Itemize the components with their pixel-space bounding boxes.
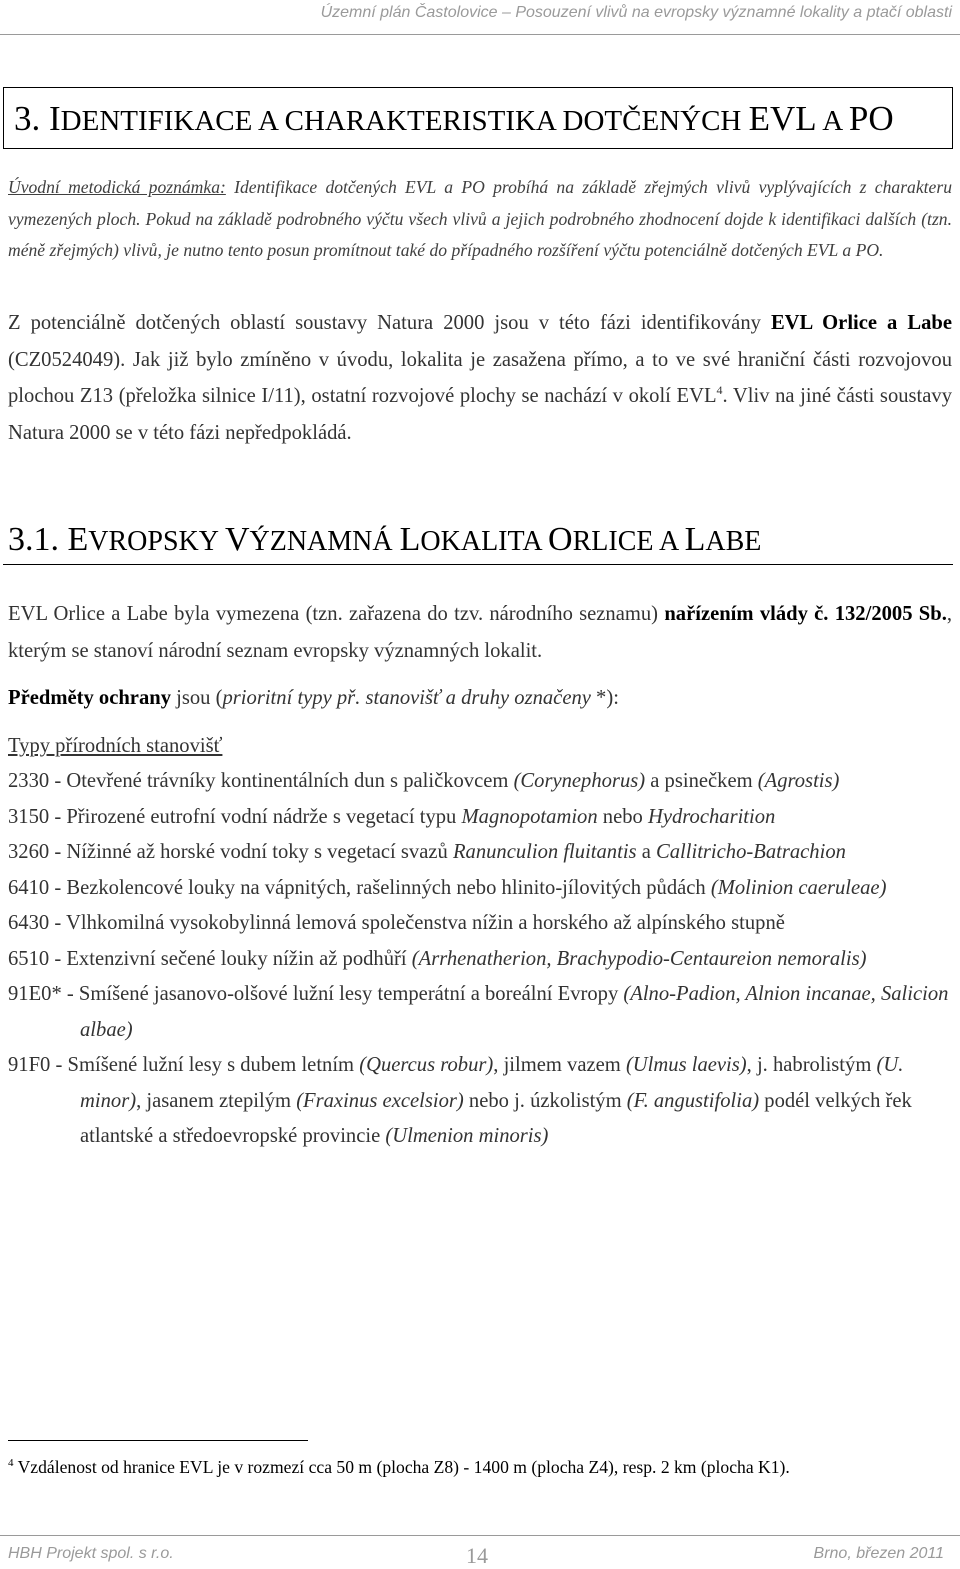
h2-cap-1: E xyxy=(67,521,89,558)
habitat-code: 2330 xyxy=(8,770,50,792)
habitat-italic-name: Ranunculion fluitantis xyxy=(452,841,637,863)
protection-text-2: *): xyxy=(590,687,619,709)
habitat-code: 6510 xyxy=(8,947,50,970)
note-text: Identifikace dotčených EVL a PO probíhá na základě zřejmých vlivů vyplývajících z charakteru vymezených ploch. Pokud na základě podrobného výčtu všech vlivů a jejich podrobného zhodnocení dojde k identifikaci dalších (tzn. méně zřejmých) vlivů, je nutno tento posun promítnout také do případného rozšíření výčtu potenciálně dotčených EVL a PO. xyxy=(8,177,952,261)
habitat-item xyxy=(8,942,952,978)
habitat-italic-name: Callitricho-Batrachion xyxy=(656,841,846,863)
habitat-item xyxy=(8,1048,952,1155)
habitat-text: nebo xyxy=(597,805,648,828)
habitat-italic-name: (Ulmenion minoris) xyxy=(385,1125,549,1147)
footnote-ref[interactable]: 4 xyxy=(716,383,723,397)
habitat-types-title: Typy přírodních stanovišť xyxy=(8,735,223,757)
habitat-text: - Vlhkomilná vysokobylinná lemová společenstva nížin a horského až alpínského stupně xyxy=(49,912,785,934)
habitat-text: , jilmem vazem xyxy=(493,1054,626,1076)
habitat-text: - Přirozené eutrofní vodní nádrže s vegetací typu xyxy=(49,805,462,828)
identification-paragraph xyxy=(8,305,952,451)
footnote-number: 4 xyxy=(8,1457,14,1469)
habitat-item xyxy=(8,906,952,942)
habitat-italic-name: (U. minor) xyxy=(80,1054,904,1112)
chapter-title-rest: DENTIFIKACE A CHARAKTERISTIKA DOTČENÝCH xyxy=(60,105,749,137)
habitat-text: , jasanem ztepilým xyxy=(136,1089,297,1112)
habitat-italic-name: (F. angustifolia) xyxy=(626,1089,760,1112)
habitat-text: a xyxy=(636,841,656,863)
h2-cap-2: V xyxy=(224,521,250,558)
footer-divider xyxy=(0,1535,960,1536)
habitat-code: 91E0* xyxy=(8,983,62,1005)
methodological-note xyxy=(8,172,952,267)
habitat-list xyxy=(8,764,952,1155)
h2-cap-5: L xyxy=(684,521,706,558)
chapter-title-a: A xyxy=(816,105,849,137)
habitat-item xyxy=(8,871,952,907)
habitat-text: - Smíšené jasanovo-olšové lužní lesy temperátní a boreální Evropy xyxy=(61,983,624,1005)
habitat-text: - Bezkolencové louky na vápnitých, rašelinných nebo hlinito-jílovitých půdách xyxy=(49,876,711,899)
habitat-code: 6430 xyxy=(8,912,50,934)
running-header: Územní plán Častolovice – Posouzení vlivů na evropsky významné lokality a ptačí oblasti xyxy=(320,4,952,21)
habitat-code: 6410 xyxy=(8,876,50,899)
habitat-italic-name: (Quercus robur) xyxy=(359,1054,494,1076)
h2-cap-4: O xyxy=(548,521,573,558)
chapter-title-cap: I xyxy=(49,99,61,138)
footnote-text: Vzdálenost od hranice EVL je v rozmezí cca 50 m (plocha Z8) - 1400 m (plocha Z4), resp. 2 km (plocha K1). xyxy=(13,1457,790,1477)
habitat-italic-name: (Alno-Padion, Alnion incanae, Salicion albae) xyxy=(80,983,949,1041)
habitat-item xyxy=(8,800,952,836)
habitat-code: 91F0 xyxy=(8,1054,51,1076)
h2-rest-3: OKALITA xyxy=(420,526,549,557)
para1-text-3: . Vliv na jiné části soustavy Natura 2000 se v této fázi nepředpokládá. xyxy=(8,385,953,444)
para2-text-1: EVL Orlice a Labe byla vymezena (tzn. zařazena do tzv. národního seznamu) xyxy=(8,603,665,625)
habitat-text: - Smíšené lužní lesy s dubem letním xyxy=(50,1054,360,1076)
para1-text-2: (CZ0524049). Jak již bylo zmíněno v úvodu, lokalita je zasažena přímo, a to ve své hraniční části rozvojovou plochou Z13 (přeložka silnice I/11), ostatní rozvojové plochy se nachází v okolí EVL xyxy=(8,348,952,407)
habitat-italic-name: (Agrostis) xyxy=(757,770,840,792)
habitat-text: a psinečkem xyxy=(645,770,758,792)
para2-text-2: , kterým se stanoví národní seznam evropsky významných lokalit. xyxy=(8,603,952,662)
habitat-item xyxy=(8,977,952,1048)
habitat-italic-name: Magnopotamion xyxy=(461,805,598,828)
habitat-text: nebo j. úzkolistým xyxy=(463,1089,627,1112)
section-number: 3.1. xyxy=(8,521,68,558)
page-number: 14 xyxy=(466,1543,488,1568)
habitat-italic-name: (Corynephorus) xyxy=(513,770,646,792)
chapter-title-evl: EVL xyxy=(748,99,817,138)
h2-cap-3: L xyxy=(399,521,421,558)
h2-rest-5: ABE xyxy=(705,526,762,557)
protection-text-1: jsou ( xyxy=(171,687,223,709)
chapter-title-po: PO xyxy=(848,99,894,138)
para2-bold-regulation: nařízením vlády č. 132/2005 Sb. xyxy=(664,603,947,625)
habitat-text: - Otevřené trávníky kontinentálních dun s paličkovcem xyxy=(49,770,514,792)
habitat-italic-name: (Molinion caeruleae) xyxy=(710,876,887,899)
designation-paragraph xyxy=(8,596,952,669)
para1-bold-site: EVL Orlice a Labe xyxy=(770,312,952,334)
header-divider xyxy=(0,34,960,35)
section-heading-rule xyxy=(3,564,953,565)
h2-rest-2: ÝZNAMNÁ xyxy=(249,526,400,557)
habitat-italic-name: (Fraxinus excelsior) xyxy=(296,1089,464,1112)
habitat-text: - Nížinné až horské vodní toky s vegetací svazů xyxy=(49,841,453,863)
chapter-number: 3. xyxy=(14,99,49,138)
note-label: Úvodní metodická poznámka: xyxy=(8,177,226,197)
habitat-italic-name: (Ulmus laevis) xyxy=(625,1054,747,1076)
habitat-item xyxy=(8,764,952,800)
footnote xyxy=(8,1454,790,1480)
chapter-heading xyxy=(14,99,894,141)
habitat-italic-name: (Arrhenatherion, Brachypodio-Centaureion nemoralis) xyxy=(411,947,867,970)
footer-place-date: Brno, březen 2011 xyxy=(813,1545,944,1562)
footer-company: HBH Projekt spol. s r.o. xyxy=(8,1545,174,1562)
protection-subjects-line xyxy=(8,680,619,716)
h2-rest-1: VROPSKY xyxy=(88,526,225,557)
para1-text-1: Z potenciálně dotčených oblastí soustavy Natura 2000 jsou v této fázi identifikovány xyxy=(8,312,771,334)
protection-italic: prioritní typy př. stanovišť a druhy označeny xyxy=(222,687,591,709)
habitat-code: 3260 xyxy=(8,841,50,863)
habitat-text: , j. habrolistým xyxy=(746,1054,877,1076)
h2-rest-4: RLICE A xyxy=(572,526,685,557)
habitat-item xyxy=(8,835,952,871)
habitat-text: - Extenzivní sečené louky nížin až podhůří xyxy=(49,947,412,970)
habitat-code: 3150 xyxy=(8,805,50,828)
habitat-text: podél velkých řek atlantské a středoevropské provincie xyxy=(80,1089,912,1147)
habitat-italic-name: Hydrocharition xyxy=(647,805,776,828)
footnote-separator xyxy=(8,1440,308,1441)
protection-subjects-label: Předměty ochrany xyxy=(8,687,171,709)
section-heading xyxy=(8,520,761,562)
